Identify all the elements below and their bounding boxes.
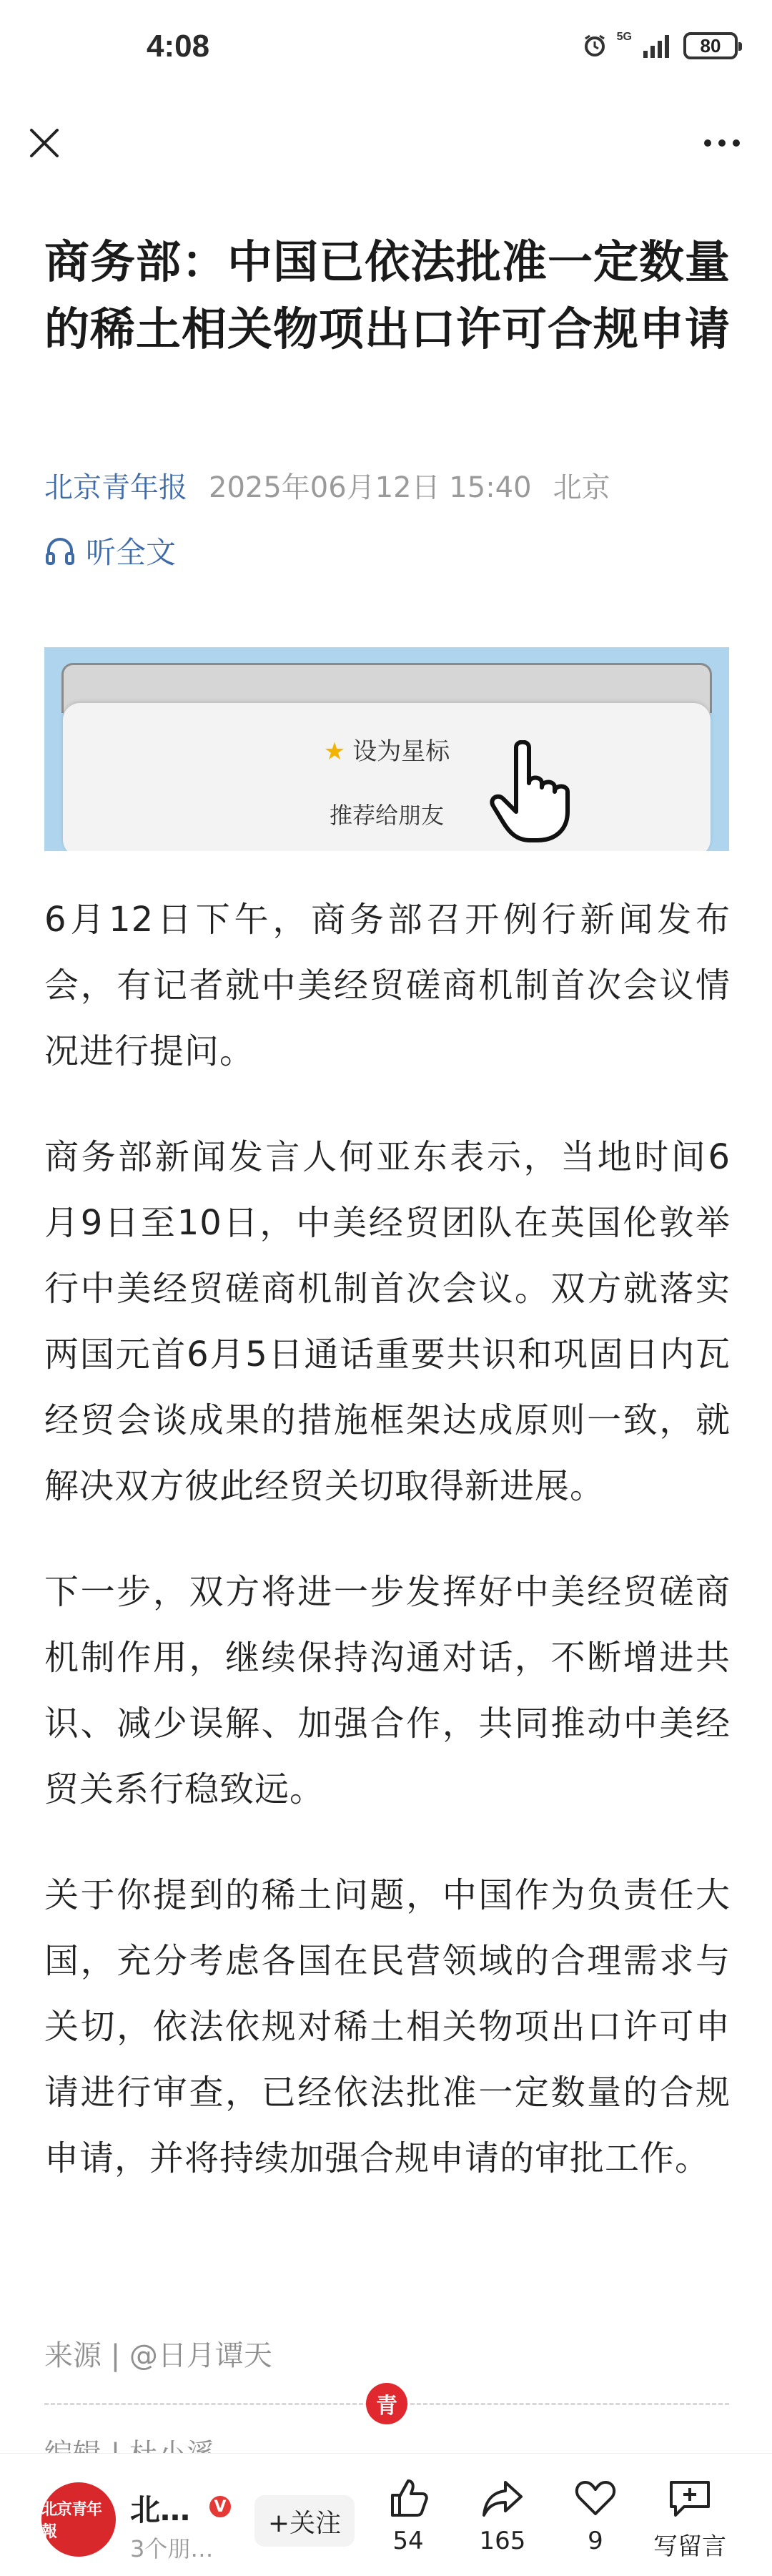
headphones-icon <box>44 535 76 566</box>
bottom-action-bar <box>0 2453 772 2576</box>
follow-button[interactable]: +关注 <box>254 2495 355 2547</box>
more-dots-icon <box>704 139 711 147</box>
like-count: 54 <box>392 2527 424 2555</box>
article-body <box>44 887 731 2231</box>
status-time: 4:08 <box>147 29 210 64</box>
thumbs-up-icon <box>387 2477 430 2520</box>
article-paragraph: 6月12日下午，商务部召开例行新闻发布会，有记者就中美经贸磋商机制首次会议情况进行提问。 <box>44 900 731 1071</box>
heart-icon <box>574 2477 617 2520</box>
close-button[interactable] <box>21 120 67 166</box>
comment-add-icon <box>667 2477 713 2520</box>
banner-share-label: 推荐给朋友 <box>329 802 444 829</box>
close-icon <box>29 127 60 159</box>
pointing-hand-icon <box>488 740 580 850</box>
more-dot <box>718 139 726 147</box>
author-subtitle: 3个朋… <box>130 2535 214 2562</box>
alarm-icon <box>583 34 607 58</box>
source-credit: 来源 | @日月谭天 <box>44 2339 272 2372</box>
more-button[interactable] <box>693 120 751 166</box>
nav-bar <box>0 107 772 179</box>
avatar[interactable]: 北京青年報 <box>41 2482 116 2557</box>
battery-icon: 80 <box>683 32 738 59</box>
star-banner[interactable] <box>44 647 729 851</box>
article-meta <box>44 465 731 506</box>
banner-star-label: 设为星标 <box>352 737 450 766</box>
article-paragraph: 关于你提到的稀土问题，中国作为负责任大国，充分考虑各国在民营领域的合理需求与关切，依法依规对稀土相关物项出口许可申请进行审查，已经依法批准一定数量的合规申请，并将持续加强合规申请的审批工作。 <box>44 1875 731 2178</box>
network-label: 5G <box>616 31 632 43</box>
like-button[interactable] <box>369 2477 447 2555</box>
banner-star-row <box>63 732 711 767</box>
more-dot <box>733 139 740 147</box>
status-icons <box>583 32 738 59</box>
brand-logo-icon: 青 <box>366 2383 407 2424</box>
star-icon: ★ <box>323 737 346 766</box>
signal-icon <box>642 34 673 58</box>
comment-button[interactable] <box>643 2477 736 2562</box>
article-location: 北京 <box>553 471 610 504</box>
favorite-button[interactable] <box>556 2477 635 2555</box>
share-count: 165 <box>479 2527 526 2555</box>
article-datetime: 2025年06月12日 15:40 <box>209 471 532 504</box>
favorite-count: 9 <box>588 2527 603 2555</box>
article-title: 商务部：中国已依法批准一定数量的稀土相关物项出口许可合规申请 <box>44 236 731 355</box>
verified-badge: V <box>207 2494 233 2520</box>
share-button[interactable] <box>463 2477 542 2555</box>
author-name[interactable]: 北… <box>130 2492 191 2527</box>
listen-label: 听全文 <box>86 535 177 570</box>
article-paragraph: 商务部新闻发言人何亚东表示，当地时间6月9日至10日，中美经贸团队在英国伦敦举行中美经贸磋商机制首次会议。双方就落实两国元首6月5日通话重要共识和巩固日内瓦经贸会谈成果的措施框架达成原则一致，就解决双方彼此经贸关切取得新进展。 <box>44 1137 731 1506</box>
status-bar <box>0 0 772 100</box>
article-paragraph: 下一步，双方将进一步发挥好中美经贸磋商机制作用，继续保持沟通对话，不断增进共识、减少误解、加强合作，共同推动中美经贸关系行稳致远。 <box>44 1572 731 1809</box>
article-source[interactable]: 北京青年报 <box>44 471 187 504</box>
comment-label: 写留言 <box>653 2532 726 2561</box>
listen-button[interactable] <box>44 529 176 572</box>
share-icon <box>481 2477 524 2520</box>
